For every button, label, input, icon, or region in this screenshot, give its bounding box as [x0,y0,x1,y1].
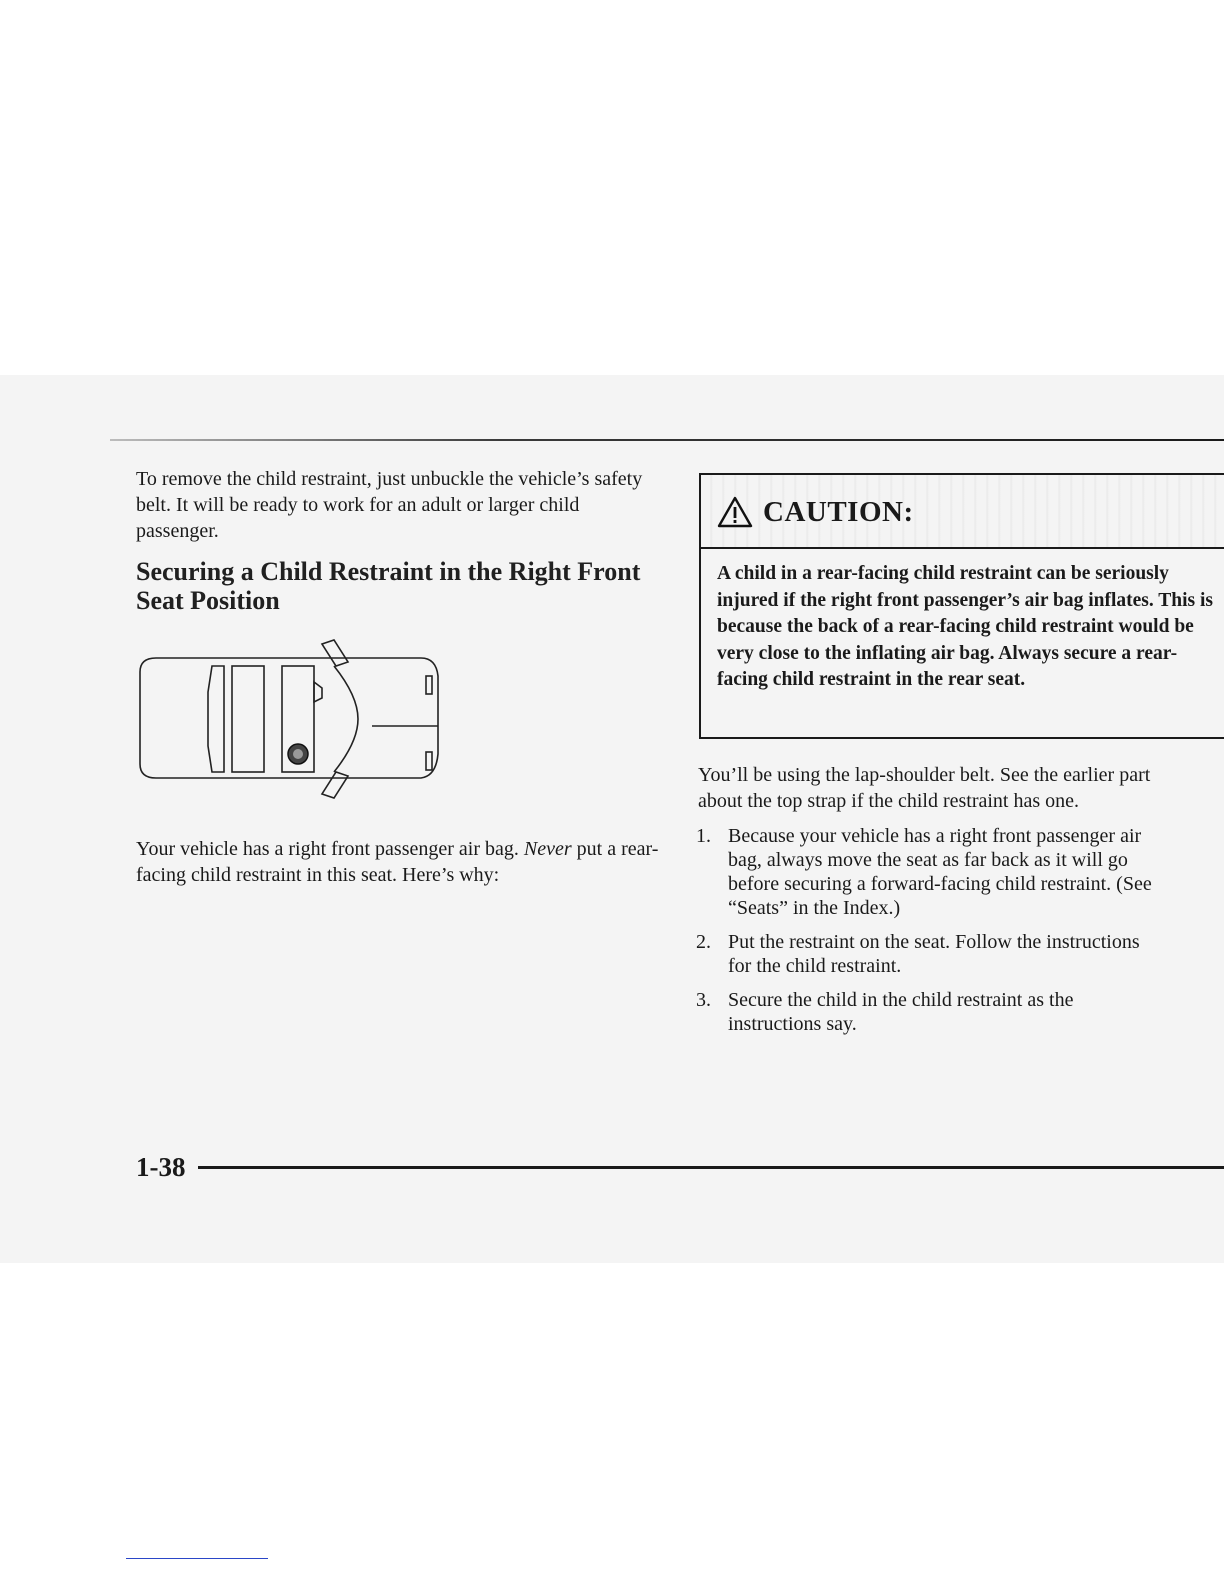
step-item [696,824,1224,920]
caution-body: A child in a rear-facing child restraint can be seriously injured if the right front passenger’s air bag inflates. This is because the back of a rear-facing child restraint would be very close to the inflating air bag. Always secure a rear-facing child restraint in the rear seat. [717,563,1214,690]
caution-box [699,473,1224,739]
warning-triangle-icon [717,496,753,528]
step-line: bag, always move the seat as far back as it will go [728,849,1128,871]
never-emphasis: Never [523,838,572,860]
step-line: Because your vehicle has a right front passenger air [728,825,1142,847]
caution-header [701,475,1224,549]
footer-rule [198,1166,1224,1169]
step-line: for the child restraint. [728,955,902,977]
step-line: before securing a forward-facing child restraint. (See [728,873,1152,895]
step-line: “Seats” in the Index.) [728,897,901,919]
step-line: Put the restraint on the seat. Follow the instructions [728,931,1140,953]
vehicle-seat-diagram [136,636,446,806]
headlight-bottom [426,752,432,770]
airbag-text-before: Your vehicle has a right front passenger air bag. [136,838,524,860]
step-number: 2. [696,931,711,953]
child-restraint-marker-center [293,749,303,759]
rear-window [208,666,224,772]
step-item [696,988,1224,1036]
step-number: 1. [696,825,711,847]
belt-paragraph [698,762,1224,814]
rear-seat [232,666,264,772]
airbag-text-after: put a rear-facing child restraint in this seat. Here’s why: [136,838,659,886]
belt-line-1: You’ll be using the lap-shoulder belt. See the earlier part [698,764,1151,786]
side-mirror-bottom [322,772,348,798]
link-underline [126,1558,268,1559]
instruction-steps [696,824,1224,1046]
step-item [696,930,1224,978]
section-title: Securing a Child Restraint in the Right Front Seat Position [136,557,641,615]
vehicle-body-outline [140,658,438,778]
step-number: 3. [696,989,711,1011]
intro-paragraph: To remove the child restraint, just unbuckle the vehicle’s safety belt. It will be ready to work for an adult or larger child passenger. [136,468,643,542]
header-rule [110,439,1224,441]
headlight-top [426,676,432,694]
step-line: Secure the child in the child restraint as the [728,989,1074,1011]
side-mirror-top [322,640,348,666]
headrest [314,682,322,702]
step-line: instructions say. [728,1013,857,1035]
caution-title: CAUTION: [763,496,914,528]
belt-line-2: about the top strap if the child restraint has one. [698,790,1080,812]
page-number: 1-38 [136,1152,186,1182]
windshield [334,666,358,772]
airbag-paragraph [136,836,676,888]
